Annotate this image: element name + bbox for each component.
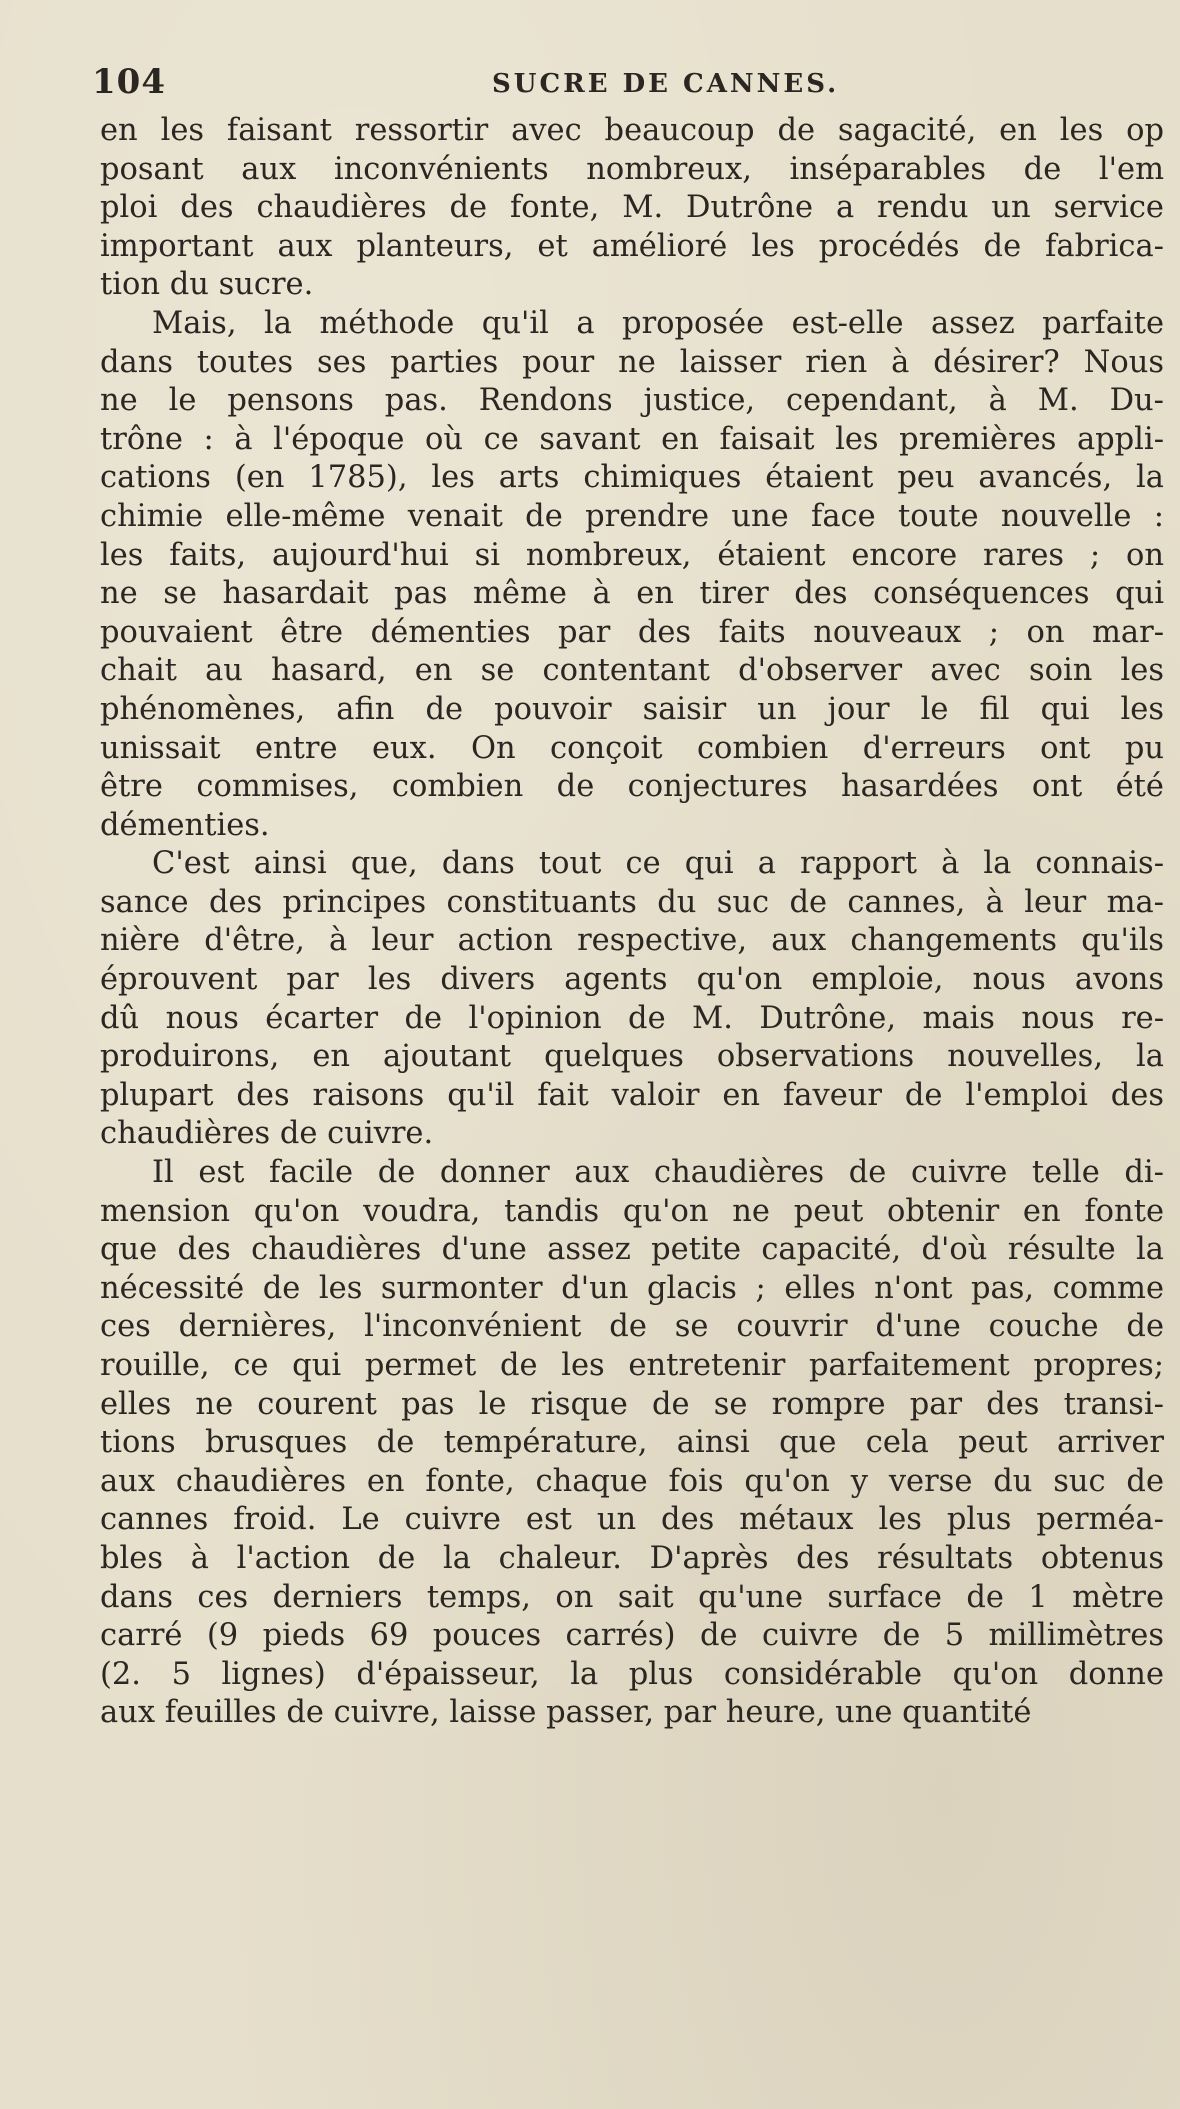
running-head: SUCRE DE CANNES. [492, 69, 840, 99]
text-line: ne se hasardait pas même à en tirer des conséquences qui [100, 576, 1164, 612]
text-line: C'est ainsi que, dans tout ce qui a rapport à la connais- [152, 846, 1164, 882]
text-line: chait au hasard, en se contentant d'observer avec soin les [100, 653, 1164, 689]
text-line: chaudières de cuivre. [100, 1116, 434, 1152]
text-line: Mais, la méthode qu'il a proposée est-elle assez parfaite [152, 305, 1164, 341]
text-line: ploi des chaudières de fonte, M. Dutrône a rendu un service [100, 190, 1164, 226]
text-line: dû nous écarter de l'opinion de M. Dutrône, mais nous re- [100, 1000, 1164, 1036]
text-line: tion du sucre. [100, 267, 314, 303]
text-line: que des chaudières d'une assez petite capacité, d'où résulte la [100, 1232, 1164, 1268]
text-line: important aux planteurs, et amélioré les procédés de fabrica- [100, 228, 1164, 264]
text-line: nière d'être, à leur action respective, aux changements qu'ils [100, 923, 1164, 959]
text-line: trône : à l'époque où ce savant en faisait les premières appli- [100, 421, 1164, 457]
text-line: éprouvent par les divers agents qu'on emploie, nous avons [100, 962, 1164, 998]
text-line: (2. 5 lignes) d'épaisseur, la plus considérable qu'on donne [100, 1656, 1164, 1692]
text-line: dans toutes ses parties pour ne laisser rien à désirer? Nous [100, 344, 1164, 380]
text-line: démenties. [100, 807, 270, 843]
text-line: aux feuilles de cuivre, laisse passer, par heure, une quantité [100, 1695, 1032, 1731]
text-line: mension qu'on voudra, tandis qu'on ne peut obtenir en fonte [100, 1193, 1164, 1229]
paragraph [100, 305, 1164, 845]
text-line: être commises, combien de conjectures hasardées ont été [100, 769, 1164, 805]
text-line: rouille, ce qui permet de les entretenir parfaitement propres; [100, 1348, 1164, 1383]
text-line: pouvaient être démenties par des faits nouveaux ; on mar- [100, 614, 1164, 650]
text-line: Il est facile de donner aux chaudières de cuivre telle di- [152, 1155, 1164, 1191]
text-line: ne le pensons pas. Rendons justice, cependant, à M. Du- [100, 383, 1164, 419]
text-line: posant aux inconvénients nombreux, inséparables de l'em [100, 151, 1164, 187]
text-line: en les faisant ressortir avec beaucoup de sagacité, en les op [100, 113, 1164, 148]
text-line: nécessité de les surmonter d'un glacis ; elles n'ont pas, comme [100, 1270, 1164, 1306]
page-header [92, 62, 1162, 102]
text-line: phénomènes, afin de pouvoir saisir un jour le fil qui les [100, 691, 1164, 727]
text-line: carré (9 pieds 69 pouces carrés) de cuivre de 5 millimètres [100, 1618, 1164, 1654]
page-number: 104 [92, 62, 166, 102]
text-line: sance des principes constituants du suc de cannes, à leur ma- [100, 884, 1164, 920]
body-text [100, 112, 1164, 1733]
text-line: bles à l'action de la chaleur. D'après des résultats obtenus [100, 1540, 1164, 1576]
text-line: elles ne courent pas le risque de se rompre par des transi- [100, 1386, 1164, 1422]
text-line: tions brusques de température, ainsi que cela peut arriver [100, 1425, 1164, 1461]
paragraph [100, 1154, 1164, 1733]
text-line: produirons, en ajoutant quelques observations nouvelles, la [100, 1039, 1164, 1075]
text-line: plupart des raisons qu'il fait valoir en faveur de l'emploi des [100, 1077, 1164, 1113]
text-line: aux chaudières en fonte, chaque fois qu'on y verse du suc de [100, 1463, 1164, 1499]
text-line: dans ces derniers temps, on sait qu'une surface de 1 mètre [100, 1579, 1164, 1615]
paragraph [100, 112, 1164, 305]
text-line: cannes froid. Le cuivre est un des métaux les plus perméa- [100, 1502, 1164, 1538]
text-line: chimie elle-même venait de prendre une face toute nouvelle : [100, 498, 1164, 534]
text-line: cations (en 1785), les arts chimiques étaient peu avancés, la [100, 460, 1164, 496]
text-line: ces dernières, l'inconvénient de se couvrir d'une couche de [100, 1309, 1164, 1345]
paragraph [100, 845, 1164, 1154]
text-line: les faits, aujourd'hui si nombreux, étaient encore rares ; on [100, 537, 1164, 573]
text-line: unissait entre eux. On conçoit combien d'erreurs ont pu [100, 730, 1164, 766]
